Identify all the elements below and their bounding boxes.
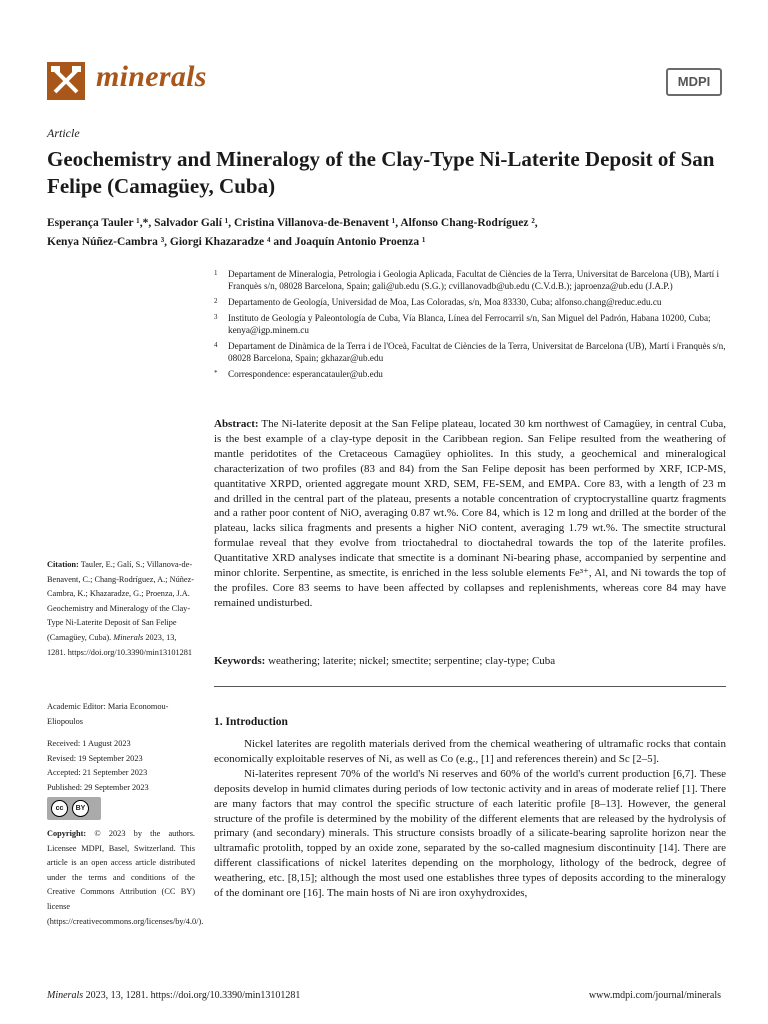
journal-name: minerals: [96, 60, 207, 93]
abstract-text: The Ni-laterite deposit at the San Felipe plateau, located 30 km northwest of Camagüey, in central Cuba, is the best example of a clay-type deposit in the Caribbean region. San Felipe resulted from the weathering of mantle peridotites of the Cretaceous Camagüey ophiolites. In this study, a geochemical and mineralogical characterization of two profiles (83 and 84) from the San Felipe deposit has been performed by XRF, ICP-MS, quantitative XRPD, oriented aggregate mount XRD, SEM, FE-SEM, and EMPA. Core 83, with a length of 23 m and drilled in the central part of the plateau, presents a notable concentration of cryptocrystalline quartz fragments and a rather poor content of NiO, averaging 0.87 wt.%. Core 84, which is 12 m long and drilled at the border of the plateau, lacks silica fragments and presents a higher NiO content, averaging 1.79 wt.%. The smectite structural formulae reveal that they evolve from trioctahedral to dioctahedral towards the top of the laterite profiles. Quantitative XRD analyses indicate that smectite is a dominant Ni-bearing phase, accompanied by serpentine and minor chlorite. Serpentine, as smectite, is enriched in the less soluble elements Fe³⁺, Al, and Ni towards the top of the profiles. Core 83 seems to have been affected by collapses and replenishments, whereas core 84 may have remained undisturbed.: [214, 418, 726, 609]
abstract: [214, 417, 726, 611]
section-heading: 1. Introduction: [214, 716, 288, 728]
affiliation-item: 3 Instituto de Geología y Paleontología de Cuba, Vía Blanca, Línea del Ferrocarril s/n, San Miguel del Padrón, Habana 10200, Cuba; kenya@igp.minem.cu: [214, 313, 711, 335]
footer-journal-url[interactable]: www.mdpi.com/journal/minerals: [588, 990, 721, 1001]
section-divider: [214, 686, 726, 687]
paragraph: Nickel laterites are regolith materials derived from the chemical weathering of ultramafic rocks that contain economically exploitable reserves of Ni, as well as Co (e.g., [1] and references therein) and Sc [2–5].: [214, 738, 726, 765]
abstract-label: Abstract:: [214, 418, 259, 430]
citation-block: Citation: Tauler, E.; Galí, S.; Villanova-de-Benavent, C.; Chang-Rodríguez, A.; Núñez-Cambra, K.; Khazaradze, G.; Proenza, J.A. Geochemistry and Mineralogy of the Clay-Type Ni-Laterite Deposit of San Felipe (Camagüey, Cuba). Minerals 2023, 13, 1281. https://doi.org/10.3390/min13101281: [47, 560, 195, 657]
author-line: Esperança Tauler ¹,*, Salvador Galí ¹, Cristina Villanova-de-Benavent ¹, Alfonso Chang-Rodríguez ²,: [47, 217, 538, 229]
cc-icon: cc: [51, 800, 68, 817]
copyright-block: Copyright: © 2023 by the authors. Licensee MDPI, Basel, Switzerland. This article is an open access article distributed under the terms and conditions of the Creative Commons Attribution (CC BY) license (https://creativecommons.org/licenses/by/4.0/).: [47, 829, 204, 926]
keywords: [214, 654, 726, 669]
introduction-body: [214, 737, 726, 901]
academic-editor: Academic Editor: Maria Economou-Eliopoulos: [47, 702, 169, 726]
article-type: Article: [47, 126, 80, 140]
correspondence: * Correspondence: esperancatauler@ub.edu: [214, 369, 383, 379]
keywords-text: weathering; laterite; nickel; smectite; serpentine; clay-type; Cuba: [268, 655, 556, 667]
keywords-label: Keywords:: [214, 655, 266, 667]
footer-citation: Minerals 2023, 13, 1281. https://doi.org/10.3390/min13101281: [47, 990, 301, 1001]
affiliation-item: 1 Departament de Mineralogia, Petrologia i Geologia Aplicada, Facultat de Ciències de la Terra, Universitat de Barcelona (UB), Martí i Franquès s/n, 08028 Barcelona, Spain; gali@ub.edu (S.G.); cvillanovadb@ub.edu (C.V.d.B.); japroenza@ub.edu (J.A.P.): [214, 269, 720, 291]
by-icon: BY: [72, 800, 89, 817]
paper-title: Geochemistry and Mineralogy of the Clay-Type Ni-Laterite Deposit of San Felipe (Camagüey, Cuba): [47, 147, 715, 198]
author-line: Kenya Núñez-Cambra ³, Giorgi Khazaradze ⁴ and Joaquín Antonio Proenza ¹: [47, 236, 426, 248]
author-list: [47, 214, 727, 252]
mdpi-logo: MDPI: [666, 68, 722, 96]
doi-link[interactable]: https://doi.org/10.3390/min13101281: [67, 647, 193, 657]
affiliation-item: 4 Departament de Dinàmica de la Terra i de l'Oceà, Facultat de Ciències de la Terra, Universitat de Barcelona (UB), Martí i Franquès s/n, 08028 Barcelona, Spain; gkhazar@ub.edu: [214, 341, 726, 363]
journal-logo-icon: [47, 62, 85, 100]
affiliations: [214, 268, 726, 384]
affiliation-item: 2 Departamento de Geología, Universidad de Moa, Las Coloradas, s/n, Moa 83330, Cuba; alfonso.chang@reduc.edu.cu: [214, 297, 662, 307]
paragraph: Ni-laterites represent 70% of the world's Ni reserves and 60% of the world's current production [6,7]. These deposits develop in humid climates during periods of low tectonic activity and in areas of moderate relief [1]. There are many factors that may control the specific structure of each lateritic profile [8–13]. However, the general structure of the profile is determined by the mobility of the different elements that are released by the hydrolysis of primary (and secondary) minerals. This structure consists broadly of a silicate-bearing saprolite horizon near the ultramafic protolith, topped by an oxide zone, separated by the so-called magnesium discontinuity [14]. There are different classifications of nickel laterites depending on the morphology, lithology of the bedrock, degree of weathering, etc. [8,15]; although the most used one establishes three types of deposits according to the mineralogy of the dominant ore [16]. The main hosts of Ni are iron oxyhydroxides,: [214, 767, 726, 900]
cc-by-license-icon[interactable]: [47, 797, 101, 820]
dates-block: Received: 1 August 2023 Revised: 19 September 2023 Accepted: 21 September 2023 Published: 29 September 2023: [47, 739, 149, 792]
